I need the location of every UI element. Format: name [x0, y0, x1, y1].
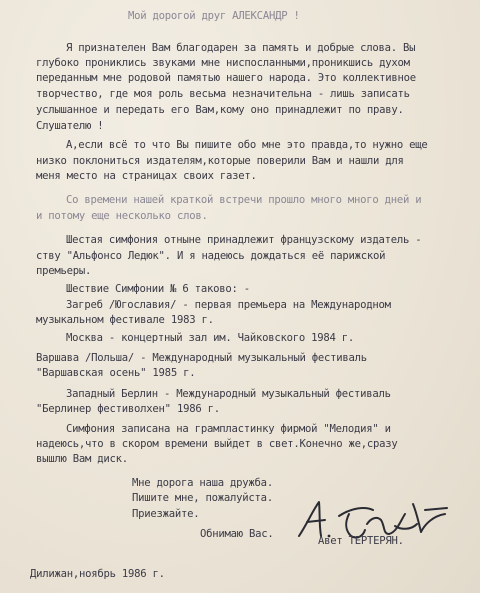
letter-line: Западный Берлин - Международный музыкальный фестиваль — [66, 388, 391, 400]
letter-line: премьеры. — [36, 265, 92, 277]
letter-line: Варшава /Польша/ - Международный музыкальный фестиваль — [36, 352, 367, 364]
letter-line: Со времени нашей краткой встречи прошло много много дней и — [66, 194, 422, 206]
letter-line: Слушателю ! — [36, 120, 104, 132]
closing-line: Обнимаю Вас. — [200, 528, 274, 540]
letter-line: Симфония записана на грампластинку фирмой "Мелодия" и — [66, 423, 391, 435]
closing-line: Мне дорога наша дружба. — [132, 477, 273, 489]
letter-line: Загреб /Югославия/ - первая премьера на Международном — [66, 299, 391, 311]
letter-line: услышанное и передать его Вам,кому оно принадлежит по праву. — [36, 104, 404, 116]
closing-line: Пишите мне, пожалуйста. — [132, 492, 273, 504]
letter-line: музыкальном фестивале 1983 г. — [36, 314, 214, 326]
letter-line: Я признателен Вам благодарен за память и добрые слова. Вы — [66, 42, 416, 54]
letter-line: надеюсь,что в скором времени выйдет в свет.Конечно же,сразу — [36, 438, 398, 450]
salutation: Мой дорогой друг АЛЕКСАНДР ! — [128, 10, 300, 22]
letter-line: низко поклониться издателям,которые поверили Вам и нашли для — [36, 155, 404, 167]
typed-signature: Авет ТЕРТЕРЯН. — [318, 535, 404, 547]
letter-line: "Варшавская осень" 1985 г. — [36, 367, 196, 379]
letter-line: Москва - концертный зал им. Чайковского 1984 г. — [66, 332, 355, 344]
letter-line: меня место на страницах своих газет. — [36, 170, 257, 182]
letter-line: Шествие Симфонии № 6 таково: - — [66, 283, 250, 295]
letter-line: переданным мне родовой памятью нашего народа. Это коллективное — [36, 72, 416, 84]
letter-line: глубоко прониклись звуками мне ниспосланными,проникшись духом — [36, 57, 410, 69]
letter-line: вышлю Вам диск. — [36, 453, 128, 465]
letter-line: "Берлинер фестиволхен" 1986 г. — [36, 403, 220, 415]
letter-line: ству "Альфонсо Ледюк". И я надеюсь дождаться её парижской — [36, 250, 386, 262]
letter-line: и потому еще несколько слов. — [36, 210, 208, 222]
closing-line: Приезжайте. — [132, 508, 200, 520]
letter-line: А,если всё то что Вы пишите обо мне это правда,то нужно еще — [66, 139, 428, 151]
place-date: Дилижан,ноябрь 1986 г. — [30, 568, 165, 580]
letter-line: Шестая симфония отныне принадлежит французскому издатель - — [66, 234, 422, 246]
letter-line: творчество, где моя роль весьма незначительна - лишь записать — [36, 88, 410, 100]
